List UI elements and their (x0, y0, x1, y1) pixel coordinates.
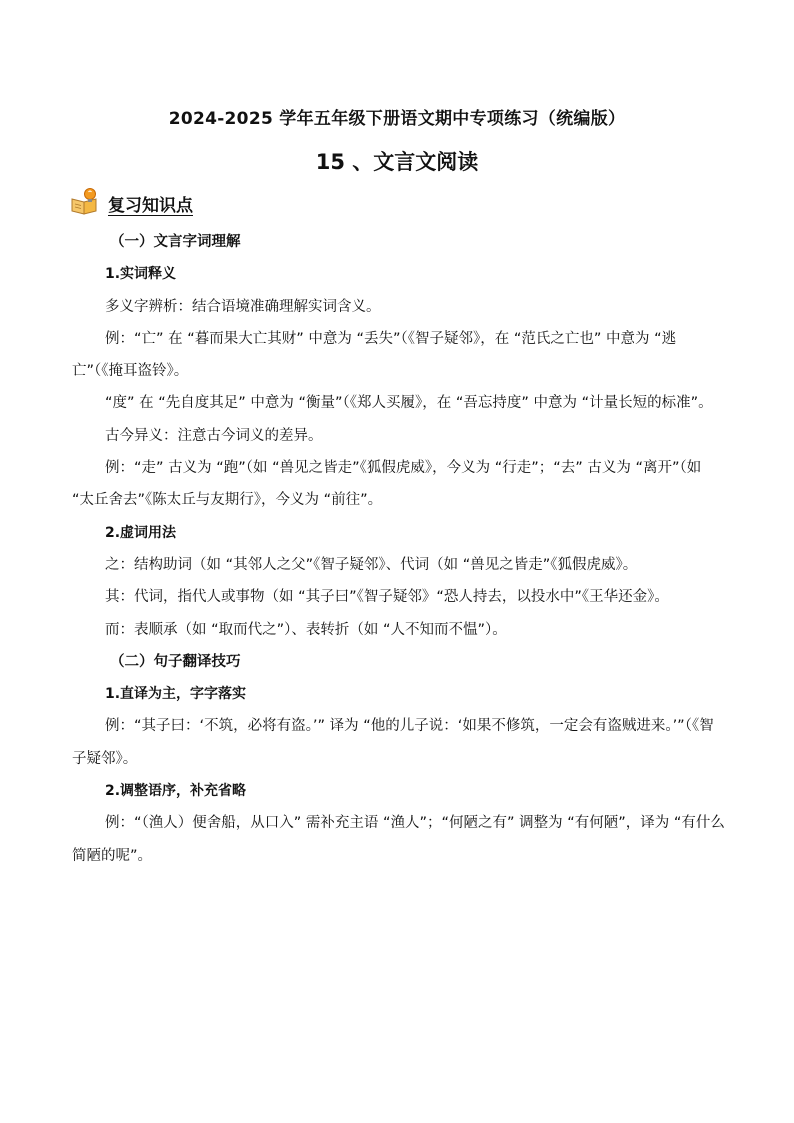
subsection-heading: 1.直译为主，字字落实 (105, 686, 247, 703)
paragraph: 例：“其子曰：‘不筑，必将有盗。’” 译为 “他的儿子说：‘如果不修筑，一定会有盗贼进来。’”（《智子疑邻》。 (72, 718, 714, 767)
book-lightbulb-icon (70, 187, 108, 219)
paragraph: 其：代词，指代人或事物（如 “其子曰”《智子疑邻》“恐人持去，以投水中”《王华还金》。 (105, 589, 669, 606)
paragraph: 多义字辨析：结合语境准确理解实词含义。 (105, 298, 381, 315)
paragraph: 例：“亡” 在 “暮而果大亡其财” 中意为 “丢失”（《智子疑邻》，在 “范氏之亡也” 中意为 “逃亡”（《掩耳盗铃》。 (72, 330, 677, 380)
review-section-header (70, 188, 193, 218)
subsection-heading: 2.虚词用法 (105, 524, 177, 541)
paragraph: 古今异义：注意古今词义的差异。 (105, 427, 323, 444)
section-heading: （一）文言字词理解 (110, 234, 241, 250)
paragraph: 例：“走” 古义为 “跑”（如 “兽见之皆走”《狐假虎威》，今义为 “行走”；“去” 古义为 “离开”（如 “太丘舍去”《陈太丘与友期行》，今义为 “前往”。 (72, 460, 702, 509)
subsection-heading: 1.实词释义 (105, 266, 177, 283)
paragraph: 例：“（渔人）便舍船，从口入” 需补充主语 “渔人”；“何陋之有” 调整为 “有何陋”，译为 “有什么简陋的呢”。 (72, 815, 725, 864)
document-title: 2024-2025 学年五年级下册语文期中专项练习（统编版） (168, 109, 626, 129)
paragraph: 之：结构助词（如 “其邻人之父”《智子疑邻》、代词（如 “兽见之皆走”《狐假虎威》。 (105, 556, 638, 573)
section-heading: （二）句子翻译技巧 (110, 653, 241, 670)
lesson-title: 15 、文言文阅读 (315, 150, 479, 174)
review-label: 复习知识点 (108, 195, 193, 216)
paragraph: 而：表顺承（如 “取而代之”）、表转折（如 “人不知而不愠”）。 (105, 621, 507, 638)
subsection-heading: 2.调整语序，补充省略 (105, 783, 247, 800)
content-body (72, 226, 727, 872)
paragraph: “度” 在 “先自度其足” 中意为 “衡量”（《郑人买履》，在 “吾忘持度” 中意为 “计量长短的标准”。 (105, 395, 713, 412)
